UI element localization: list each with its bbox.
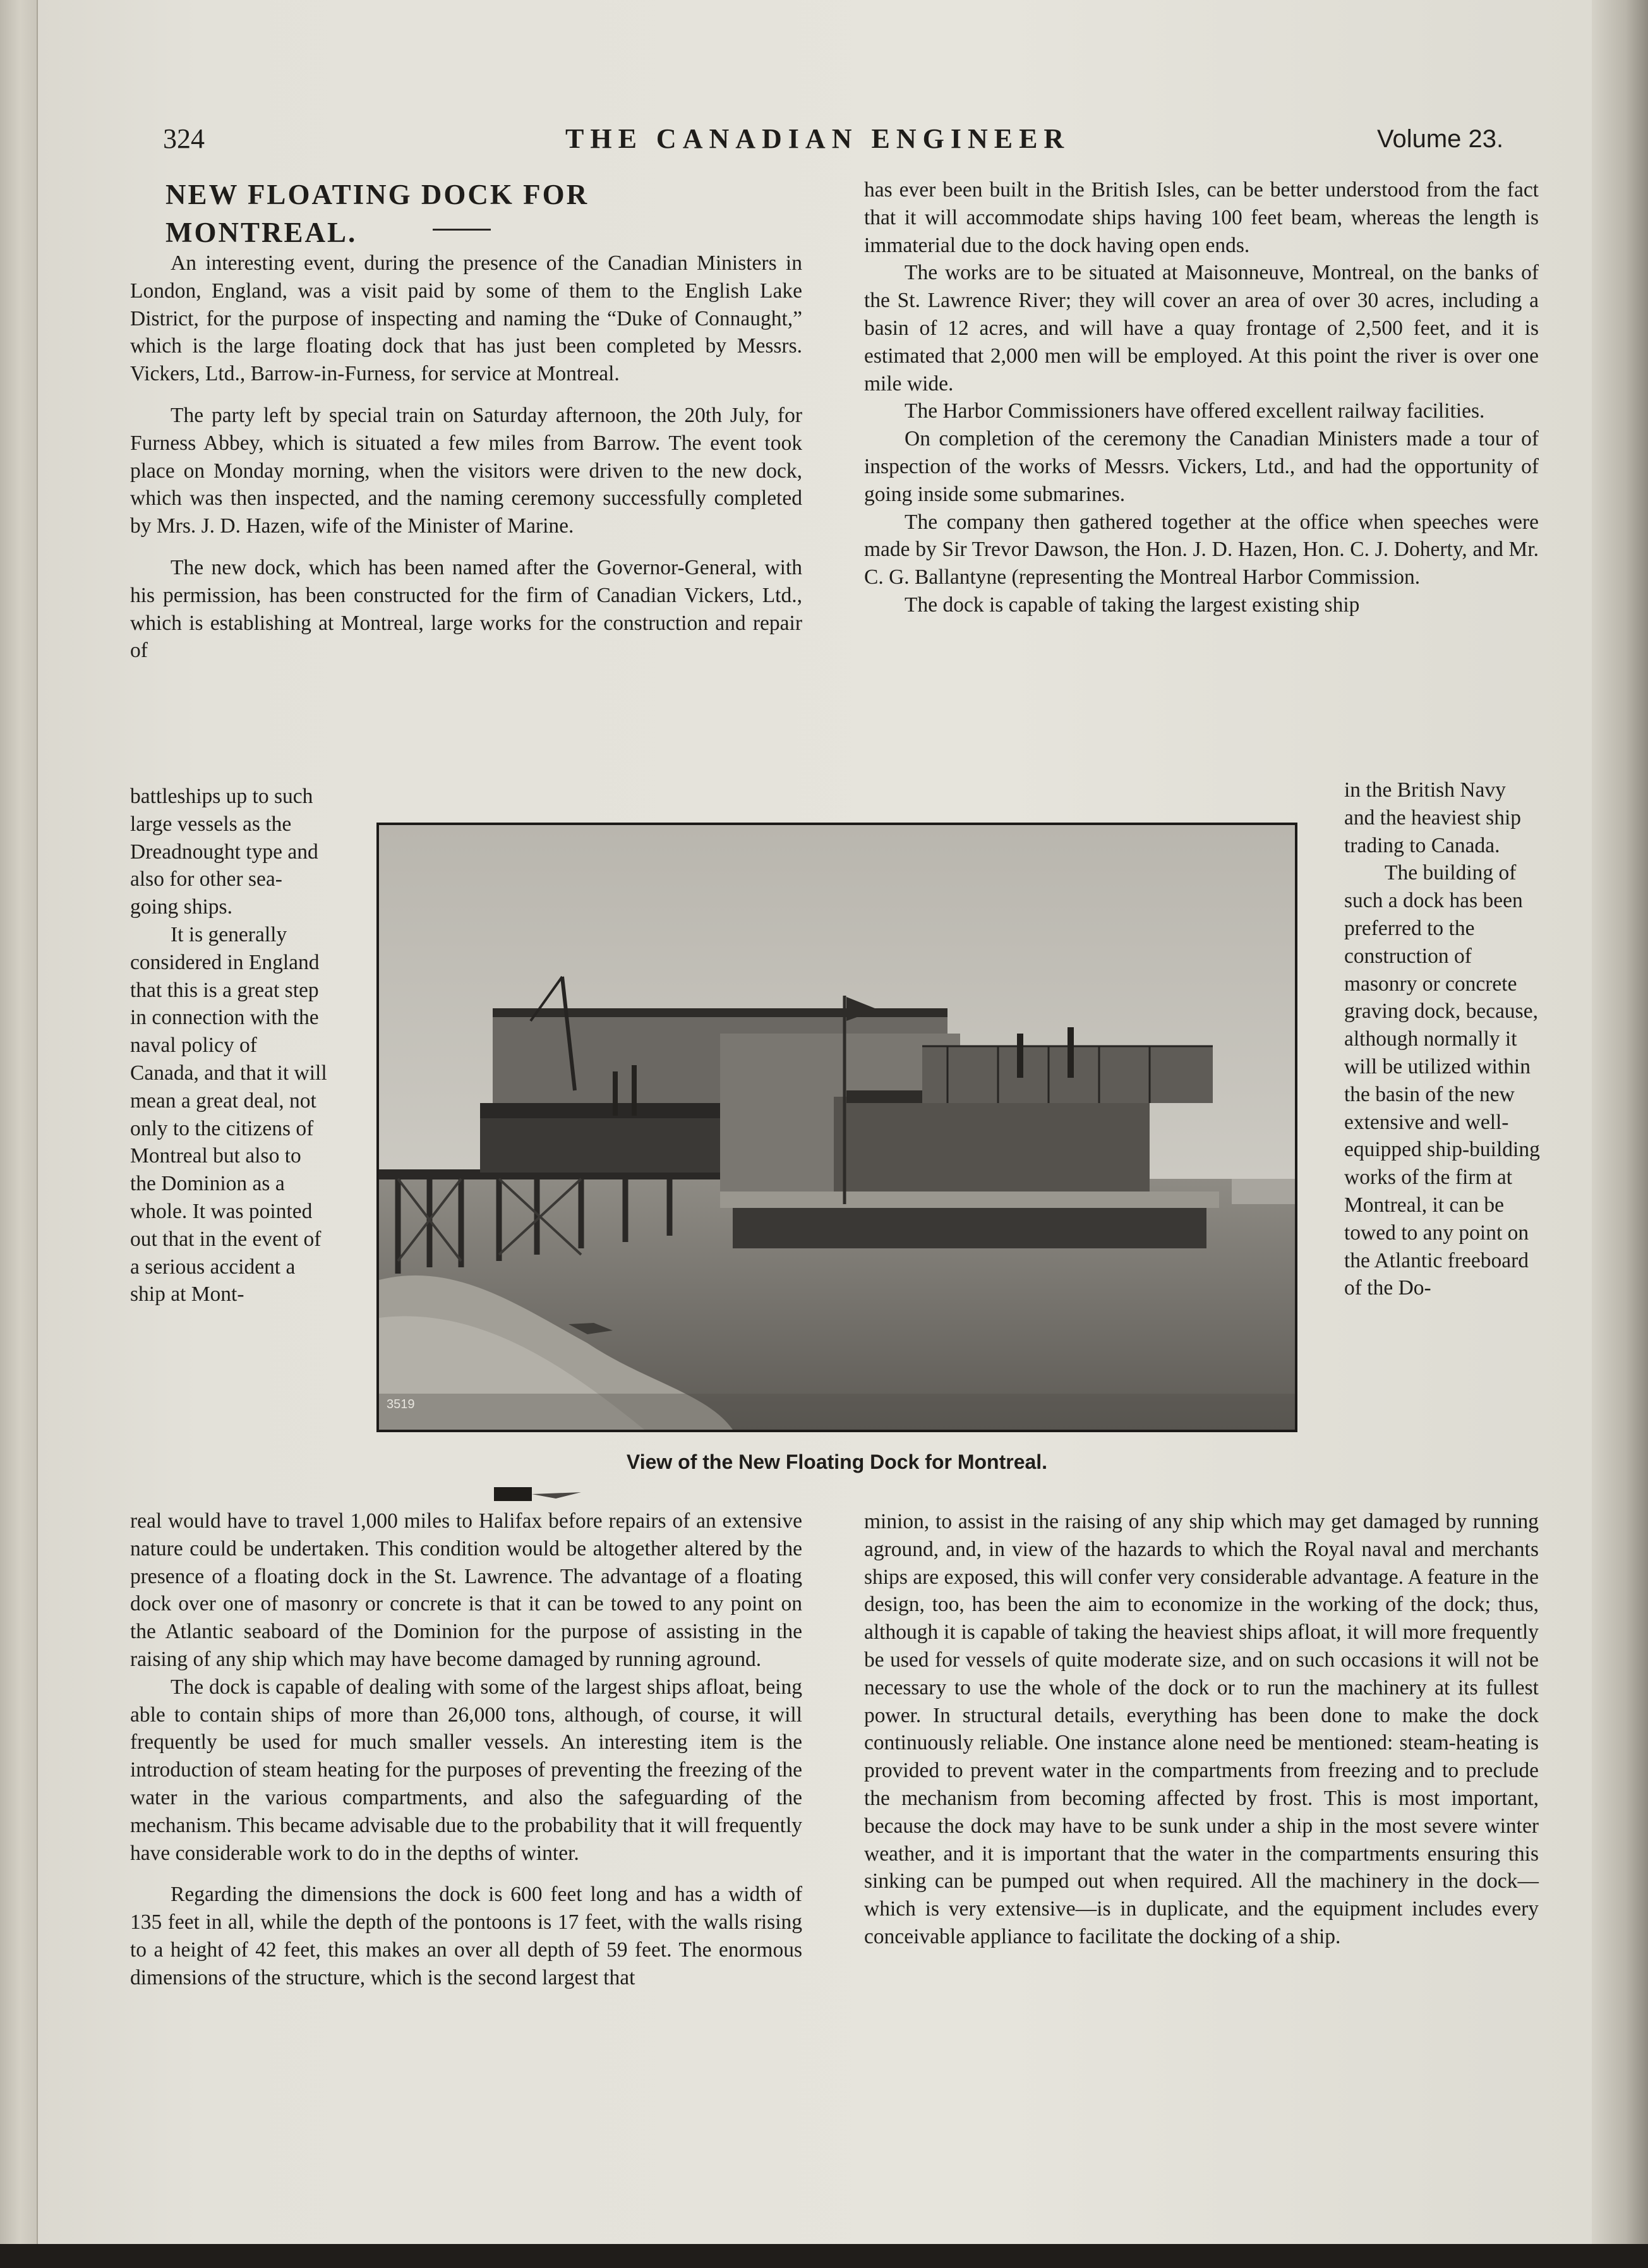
scan-bottom-edge (0, 2244, 1648, 2268)
paragraph: The party left by special train on Saturday afternoon, the 20th July, for Furness Abbey, which is situated a few miles from Barrow. The event took place on Monday morning, when the visitors were driven to the new dock, which was then inspected, and the naming ceremony successfully completed by Mrs. J. D. Hazen, wife of the Minister of Marine. (130, 403, 802, 538)
right-column-wrap (1344, 776, 1540, 1302)
page-number: 324 (163, 123, 205, 154)
paragraph: The dock is capable of dealing with some of the largest ships afloat, being able to contain ships of more than 26,000 tons, although, of course, it will frequently be used for much smaller vessels. An interesting item is the introduction of steam heating for the purposes of preventing the freezing of the water in the various compartments, and also the safeguarding of the mechanism. This became advisable due to the probability that it will frequently have considerable work to do in the depths of winter. (130, 1675, 802, 1865)
dock-photo-illustration (379, 825, 1295, 1430)
paragraph: The new dock, which has been named after the Governor-General, with his permission, has been constructed for the firm of Canadian Vickers, Ltd., which is establishing at Montreal, large works for the construction and repair of (130, 555, 802, 663)
paragraph: The dock is capable of taking the largest existing ship (905, 593, 1360, 617)
left-column-top (130, 250, 802, 665)
running-head: THE CANADIAN ENGINEER (565, 123, 1071, 154)
title-rule (433, 229, 491, 231)
book-binding-edge (0, 0, 38, 2268)
article-title: NEW FLOATING DOCK FOR MONTREAL. (165, 179, 589, 248)
paragraph: The Harbor Commissioners have offered excellent railway facilities. (905, 399, 1485, 423)
photo-caption: View of the New Floating Dock for Montreal. (626, 1451, 1048, 1473)
paragraph: Regarding the dimensions the dock is 600 feet long and has a width of 135 feet in all, while the depth of the pontoons is 17 feet, with the walls rising to a height of 42 feet, this makes an over all depth of 59 feet. The enormous dimensions of the structure, which is the second largest that (130, 1883, 802, 1989)
paragraph: The company then gathered together at the office when speeches were made by Sir Trevor Dawson, the Hon. J. D. Hazen, Hon. C. J. Doherty, and Mr. C. G. Ballantyne (representing the Montreal Harbor Commission. (864, 510, 1539, 589)
paragraph: has ever been built in the British Isles, can be better understood from the fact that it will accommodate ships having 100 feet beam, whereas the length is immaterial due to the dock having open ends. (864, 178, 1539, 257)
floating-dock-photograph (376, 823, 1297, 1432)
plate-number: 3519 (387, 1397, 415, 1411)
right-column-bottom (864, 1508, 1539, 1951)
paragraph: battleships up to such large vessels as the Dreadnought type and also for other sea-going ships. (130, 785, 318, 919)
left-column-bottom (130, 1507, 802, 1992)
paragraph: The building of such a dock has been preferred to the construction of masonry or concrete graving dock, because, although normally it will be utilized within the basin of the new extensive and well-equipped ship-building works of the firm at Montreal, it can be towed to any point on the Atlantic freeboard of the Do- (1344, 861, 1540, 1300)
paragraph: It is generally considered in England that this is a great step in connection with the naval policy of Canada, and that it will mean a great deal, not only to the citizens of Montreal but also to the Dominion as a whole. It was pointed out that in the event of a serious accident a ship at Mont- (130, 922, 327, 1306)
paragraph: in the British Navy and the heaviest ship trading to Canada. (1344, 778, 1522, 857)
right-column-top (864, 176, 1539, 619)
paragraph: An interesting event, during the presence of the Canadian Ministers in London, England, was a visit paid by some of them to the English Lake District, for the purpose of inspecting and naming the “Duke of Connaught,” which is the large floating dock that has just been completed by Messrs. Vickers, Ltd., Barrow-in-Furness, for service at Montreal. (130, 251, 802, 386)
left-column-wrap (130, 783, 328, 1308)
ink-smudge (493, 1485, 581, 1504)
page-shadow-edge (1592, 0, 1648, 2268)
paragraph: real would have to travel 1,000 miles to Halifax before repairs of an extensive nature could be undertaken. This condition would be altogether altered by the presence of a floating dock in the St. Lawrence. The advantage of a floating dock over one of masonry or concrete is that it can be towed to any point on the Atlantic seaboard of the Dominion for the purpose of assisting in the raising of any ship which may have become damaged by running aground. (130, 1509, 802, 1671)
paragraph: On completion of the ceremony the Canadian Ministers made a tour of inspection of the works of Messrs. Vickers, Ltd., and had the opportunity of going inside some submarines. (864, 427, 1539, 506)
paragraph: The works are to be situated at Maisonneuve, Montreal, on the banks of the St. Lawrence River; they will cover an area of over 30 acres, including a basin of 12 acres, and will have a quay frontage of 2,500 feet, and it is estimated that 2,000 men will be employed. At this point the river is over one mile wide. (864, 261, 1539, 395)
paragraph: minion, to assist in the raising of any ship which may get damaged by running aground, and, in view of the hazards to which the Royal naval and merchants ships are exposed, this will confer very considerable advantage. A feature in the design, too, has been the aim to economize in the working of the dock; thus, although it is capable of taking the heaviest ships afloat, it will more frequently be used for vessels of quite moderate size, and on such occasions it will not be necessary to use the whole of the dock or to run the machinery at its fullest power. In structural details, everything has been done to make the dock continuously reliable. One instance alone need be mentioned: steam-heating is provided to prevent water in the compartments from freezing and to preclude the mechanism from becoming affected by frost. This is most important, because the dock may have to be sunk under a ship in the most severe winter weather, and it is important that the water in the compartments ensuring this sinking can be pumped out when required. All the machinery in the dock—which is very extensive—is in duplicate, and the equipment includes every conceivable appliance to facilitate the docking of a ship. (864, 1510, 1539, 1948)
volume-label: Volume 23. (1377, 125, 1504, 153)
